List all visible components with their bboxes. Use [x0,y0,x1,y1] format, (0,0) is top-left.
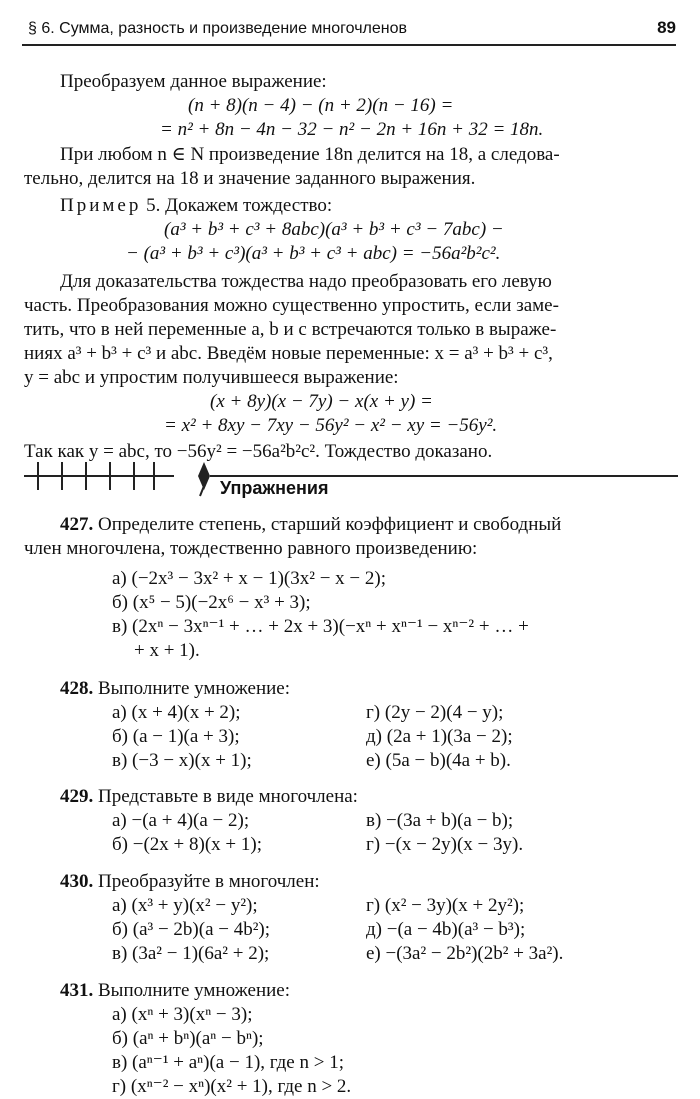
exercise-item: д) (2a + 1)(3a − 2); [366,726,513,747]
section-divider-icon [24,456,678,504]
exercise-429-task: 429. Представьте в виде многочлена: [60,786,358,807]
text-line: часть. Преобразования можно существенно упростить, если заме- [24,295,559,316]
exercise-item: б) (x⁵ − 5)(−2x⁶ − x³ + 3); [112,592,311,613]
formula-line: − (a³ + b³ + c³)(a³ + b³ + c³ + abc) = −56a²b²c². [126,243,501,264]
text-line: Для доказательства тождества надо преобразовать его левую [60,271,552,292]
formula-line: (x + 8y)(x − 7y) − x(x + y) = [210,391,433,412]
example-heading [60,194,332,218]
exercise-number: 428. [60,678,94,699]
exercise-item: г) (2y − 2)(4 − y); [366,702,504,723]
exercise-item: б) (a − 1)(a + 3); [112,726,240,747]
exercise-item: а) −(a + 4)(a − 2); [112,810,250,831]
example-title: 5. Докажем тождество: [146,195,333,216]
formula-line: (n + 8)(n − 4) − (n + 2)(n − 16) = [188,95,454,116]
exercise-item: в) (3a² − 1)(6a² + 2); [112,943,270,964]
example-label: Пример [60,195,142,216]
exercise-item: а) (x³ + y)(x² − y²); [112,895,258,916]
intro-line: Преобразуем данное выражение: [60,71,327,92]
text-line: тить, что в ней переменные a, b и c встречаются только в выраже- [24,319,557,340]
text-line: ниях a³ + b³ + c³ и abc. Введём новые переменные: x = a³ + b³ + c³, [24,343,553,364]
exercise-item: д) −(a − 4b)(a³ − b³); [366,919,526,940]
exercise-431-task: 431. Выполните умножение: [60,980,290,1001]
page-number: 89 [657,18,676,37]
exercise-number: 431. [60,980,94,1001]
exercise-item: а) (−2x³ − 3x² + x − 1)(3x² − x − 2); [112,568,386,589]
exercise-item: б) (aⁿ + bⁿ)(aⁿ − bⁿ); [112,1028,264,1049]
exercise-item: г) (xⁿ⁻² − xⁿ)(x² + 1), где n > 2. [112,1076,352,1097]
exercise-427-task: 427. Определите степень, старший коэффициент и свободный [60,514,562,535]
page-header [22,14,676,46]
exercise-430-task: 430. Преобразуйте в многочлен: [60,871,320,892]
exercise-item: г) (x² − 3y)(x + 2y²); [366,895,525,916]
exercise-number: 430. [60,871,94,892]
formula-line: (a³ + b³ + c³ + 8abc)(a³ + b³ + c³ − 7abc) − [164,219,504,240]
intro-line: тельно, делится на 18 и значение заданного выражения. [24,168,476,189]
exercise-item: б) (a³ − 2b)(a − 4b²); [112,919,271,940]
exercise-428-task: 428. Выполните умножение: [60,678,290,699]
exercise-number: 429. [60,786,94,807]
exercise-item: е) (5a − b)(4a + b). [366,750,511,771]
exercise-item: в) (−3 − x)(x + 1); [112,750,252,771]
exercise-item: + x + 1). [134,640,200,661]
exercise-item: г) −(x − 2y)(x − 3y). [366,834,524,855]
formula-line: = x² + 8xy − 7xy − 56y² − x² − xy = −56y². [164,415,498,436]
text-line: Так как y = abc, то −56y² = −56a²b²c². Тождество доказано. [24,441,493,462]
exercise-number: 427. [60,514,94,535]
exercise-item: а) (x + 4)(x + 2); [112,702,241,723]
exercise-427-task-cont: член многочлена, тождественно равного произведению: [24,538,478,559]
exercises-section-header [24,456,678,504]
section-title: Упражнения [220,478,329,498]
exercise-item: б) −(2x + 8)(x + 1); [112,834,262,855]
exercise-item: в) −(3a + b)(a − b); [366,810,514,831]
exercise-item: а) (xⁿ + 3)(xⁿ − 3); [112,1004,253,1025]
exercise-item: в) (aⁿ⁻¹ + aⁿ)(a − 1), где n > 1; [112,1052,344,1073]
header-title: § 6. Сумма, разность и произведение многочленов [28,20,407,37]
intro-line: При любом n ∈ N произведение 18n делится на 18, а следова- [60,144,560,165]
exercise-item: в) (2xⁿ − 3xⁿ⁻¹ + … + 2x + 3)(−xⁿ + xⁿ⁻¹ − xⁿ⁻² + … + [112,616,529,637]
formula-line: = n² + 8n − 4n − 32 − n² − 2n + 16n + 32 = 18n. [160,119,544,140]
exercise-item: е) −(3a² − 2b²)(2b² + 3a²). [366,943,564,964]
text-line: y = abc и упростим получившееся выражение: [24,367,399,388]
